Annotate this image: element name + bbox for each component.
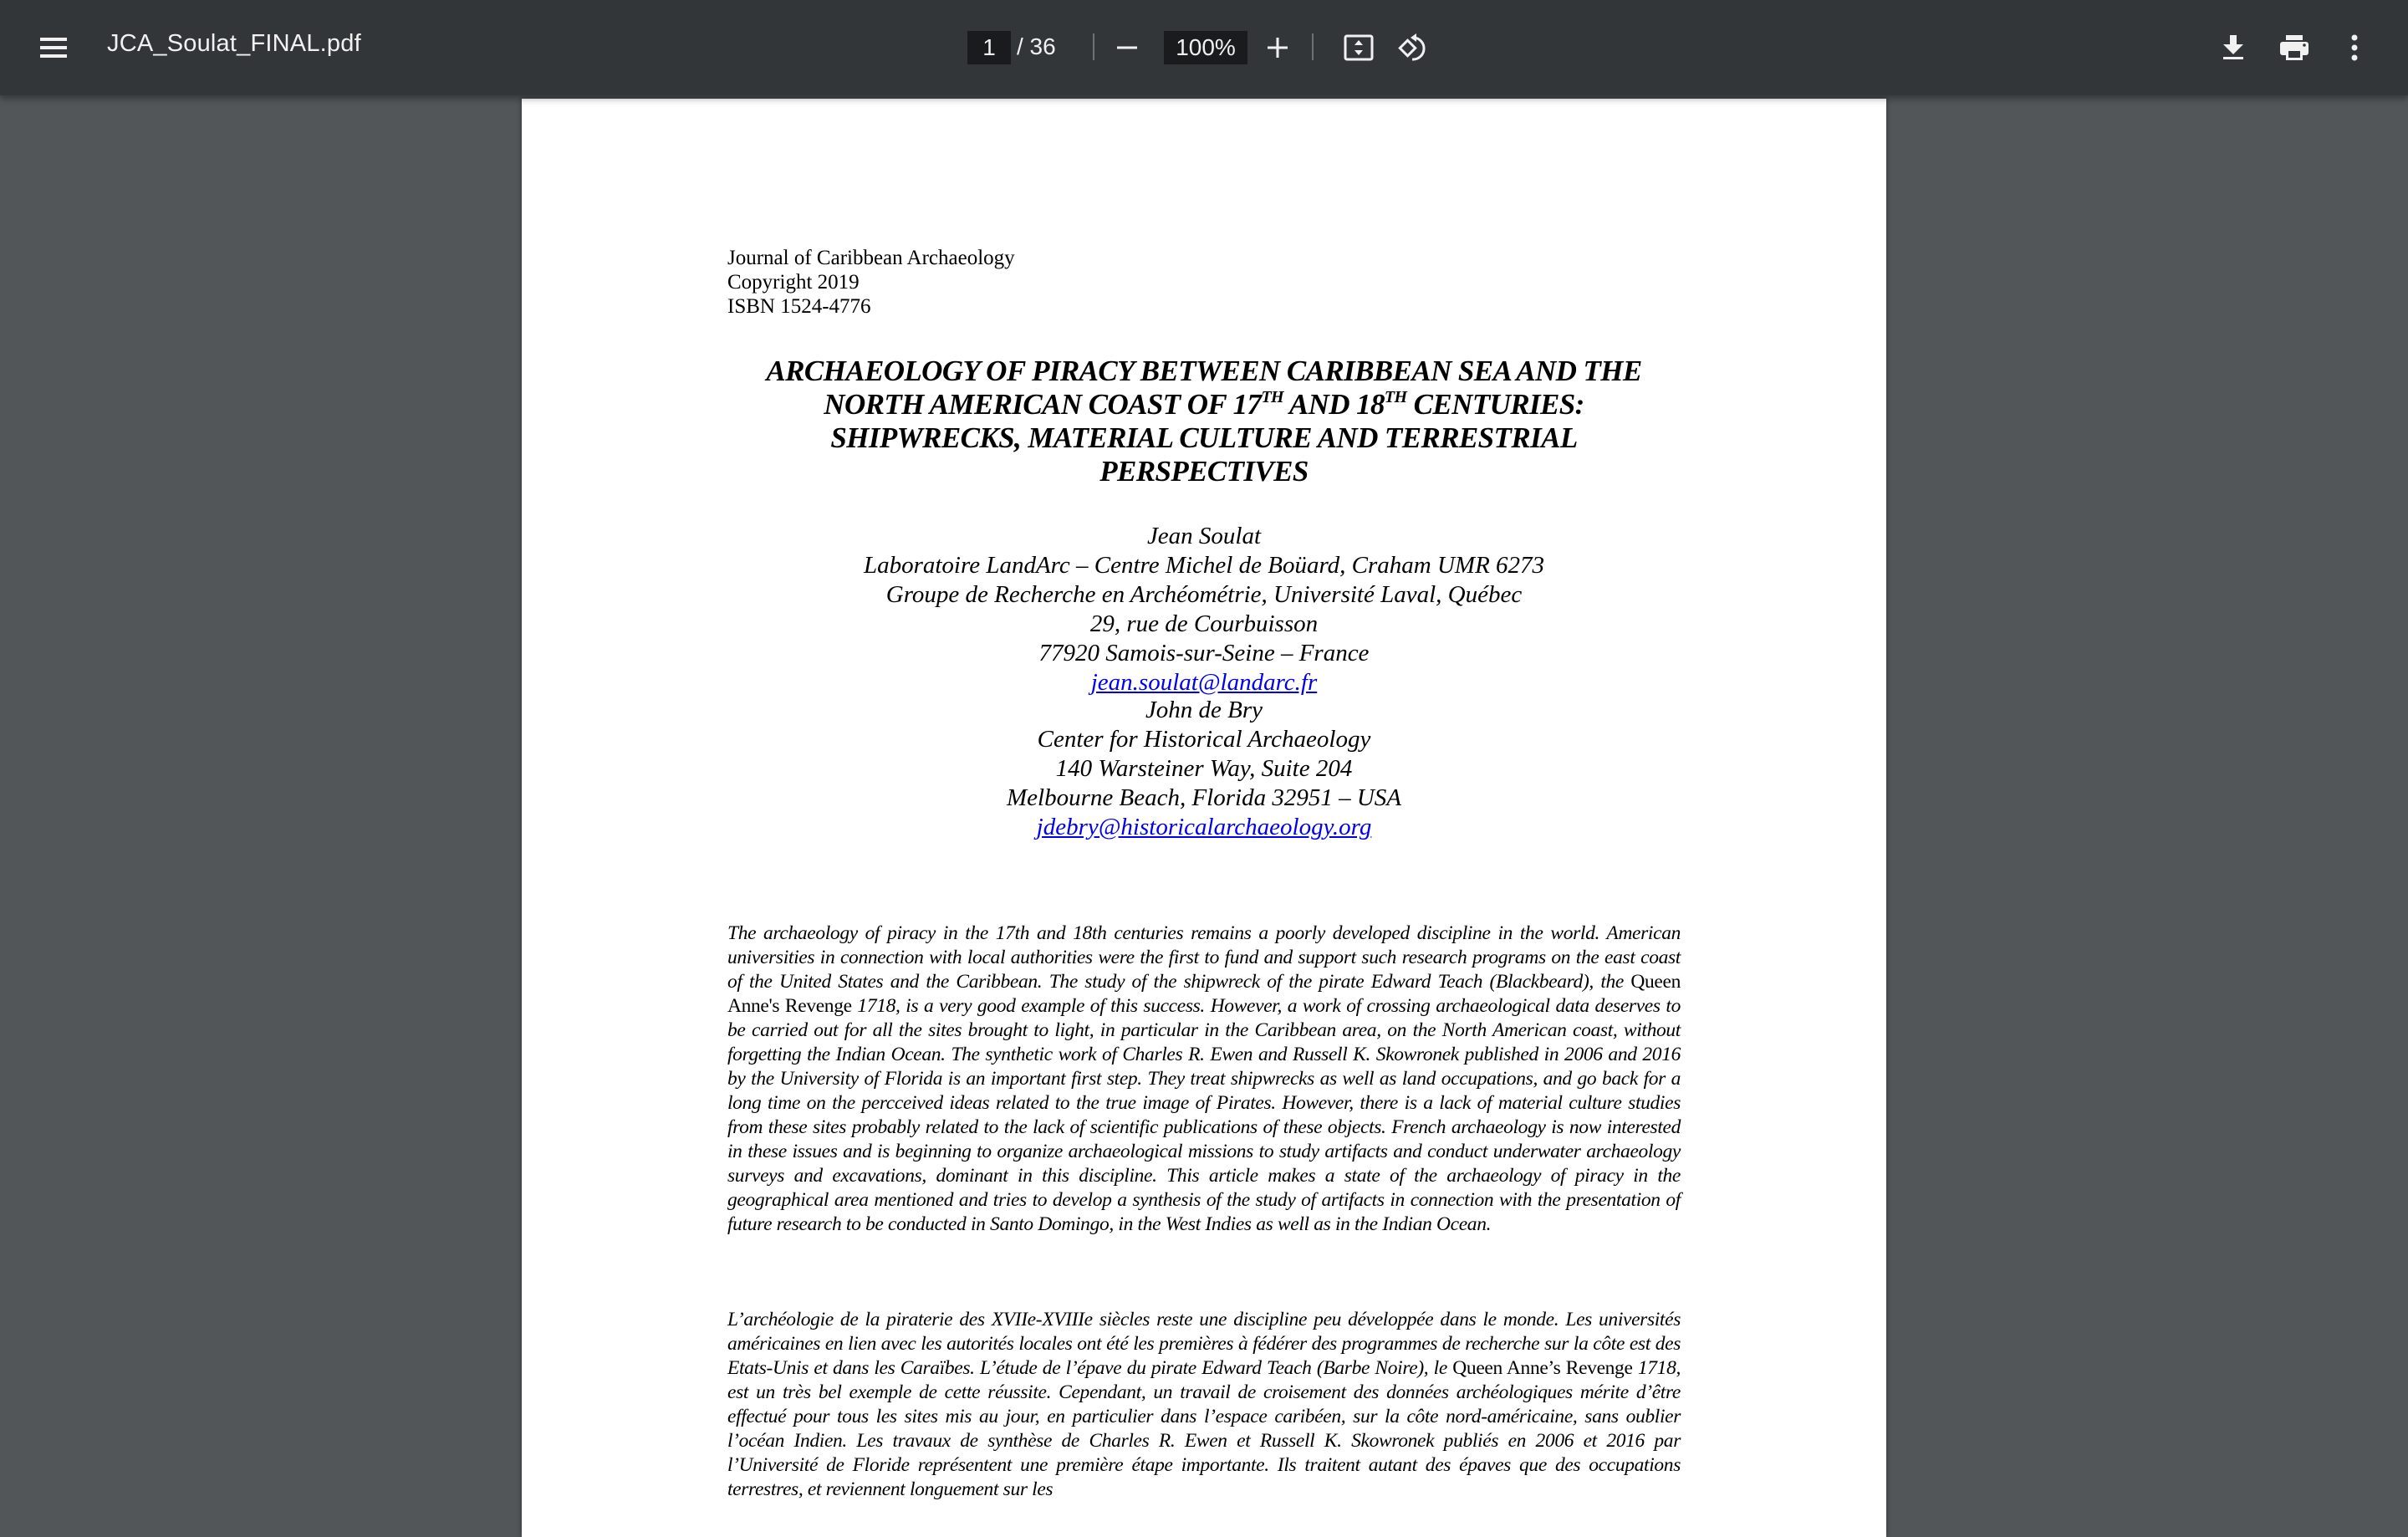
print-button[interactable] (2271, 24, 2318, 71)
pdf-viewer-toolbar (0, 0, 2408, 95)
more-vertical-icon (2350, 34, 2359, 61)
zoom-level-input[interactable] (1164, 31, 1247, 64)
author-address: 140 Warsteiner Way, Suite 204 (1055, 755, 1353, 782)
fit-to-page-button[interactable] (1335, 24, 1382, 71)
page-number-input[interactable] (967, 31, 1011, 64)
rotate-counterclockwise-icon (1397, 33, 1429, 63)
author-name: John de Bry (1145, 697, 1263, 723)
minus-icon (1116, 37, 1138, 59)
author-address: 77920 Samois-sur-Seine – France (1038, 640, 1370, 666)
hamburger-menu-icon (38, 36, 69, 59)
journal-header (727, 246, 1015, 319)
ship-name: Queen Anne’s Revenge (1452, 1357, 1633, 1379)
author-affiliation: Laboratoire LandArc – Centre Michel de Boüard, Craham UMR 6273 (863, 552, 1545, 579)
rotate-button[interactable] (1390, 24, 1436, 71)
author-block-2 (622, 696, 1786, 842)
author-affiliation: Groupe de Recherche en Archéométrie, Université Laval, Québec (885, 581, 1523, 608)
ship-name: Queen Anne's Revenge (727, 971, 1681, 1017)
title-line: SHIPWRECKS, MATERIAL CULTURE AND TERRESTRIAL (830, 421, 1578, 454)
more-options-button[interactable] (2331, 24, 2378, 71)
article-title (622, 355, 1786, 488)
page-total: / 36 (1017, 33, 1056, 59)
author-block-1 (622, 522, 1786, 697)
abstract-french: L’archéologie de la piraterie des XVIIe-XVIIIe siècles reste une discipline peu développée dans le monde. Les universités américaines en lien avec les autorités locales ont été les premières à fédérer des programmes de recherche sur la côte est des Etats-Unis et dans les Caraïbes. L’étude de l’épave du pirate Edward Teach (Barbe Noire), le Queen Anne’s Revenge 1718, est un très bel exemple de cette réussite. Cependant, un travail de croisement des données archéologiques mérite d’être effectué pour tous les sites mis au jour, en particulier dans l’espace caribéen, sur la côte nord-américaine, sans oublier l’océan Indien. Les travaux de synthèse de Charles R. Ewen et Russell K. Skowronek publiés en 2006 et 2016 par l’Université de Floride représentent une première étape importante. Ils traitent autant des épaves que des occupations terrestres, et reviennent longuement sur les (727, 1309, 1681, 1500)
isbn: ISBN 1524-4776 (727, 295, 871, 318)
author-address: 29, rue de Courbuisson (1089, 610, 1319, 637)
pdf-page (522, 99, 1886, 1537)
author-address: Melbourne Beach, Florida 32951 – USA (1007, 784, 1401, 811)
print-icon (2279, 34, 2309, 61)
journal-name: Journal of Caribbean Archaeology (727, 247, 1015, 269)
toolbar-divider (1093, 33, 1094, 60)
title-line: ARCHAEOLOGY OF PIRACY BETWEEN CARIBBEAN SEA AND THE (766, 355, 1642, 387)
menu-button[interactable] (30, 24, 77, 71)
zoom-out-button[interactable] (1104, 24, 1150, 71)
author-email-link[interactable]: jean.soulat@landarc.fr (1090, 669, 1318, 696)
title-line: NORTH AMERICAN COAST OF 17TH AND 18TH CENTURIES: (824, 388, 1584, 421)
author-affiliation: Center for Historical Archaeology (1037, 726, 1371, 753)
document-title: JCA_Soulat_FINAL.pdf (107, 30, 361, 57)
author-email-link[interactable]: jdebry@historicalarchaeology.org (1036, 814, 1372, 840)
abstract-english: The archaeology of piracy in the 17th and 18th centuries remains a poorly developed discipline in the world. American universities in connection with local authorities were the first to fund and support such research programs on the east coast of the United States and the Caribbean. The study of the shipwreck of the pirate Edward Teach (Blackbeard), the Queen Anne's Revenge 1718, is a very good example of this success. However, a work of crossing archaeological data deserves to be carried out for all the sites brought to light, in particular in the Caribbean area, on the North American coast, without forgetting the Indian Ocean. The synthetic work of Charles R. Ewen and Russell K. Skowronek published in 2006 and 2016 by the University of Florida is an important first step. They treat shipwrecks as well as land occupations, and go back for a long time on the percceived ideas related to the true image of Pirates. However, there is a lack of material culture studies from these sites probably related to the lack of scientific publications of these objects. French archaeology is now interested in these issues and is beginning to organize archaeological missions to study artifacts and conduct underwater archaeology surveys and excavations, dominant in this discipline. This article makes a state of the archaeology of piracy in the geographical area mentioned and tries to develop a synthesis of the study of artifacts in connection with the presentation of future research to be conducted in Santo Domingo, in the West Indies as well as in the Indian Ocean. (727, 922, 1681, 1235)
download-icon (2222, 34, 2245, 61)
title-line: PERSPECTIVES (1099, 455, 1309, 488)
download-button[interactable] (2210, 24, 2257, 71)
zoom-in-button[interactable] (1254, 24, 1301, 71)
plus-icon (1267, 37, 1288, 59)
copyright: Copyright 2019 (727, 271, 860, 294)
fit-to-page-icon (1344, 34, 1374, 61)
toolbar-divider (1312, 33, 1314, 60)
author-name: Jean Soulat (1146, 523, 1262, 549)
